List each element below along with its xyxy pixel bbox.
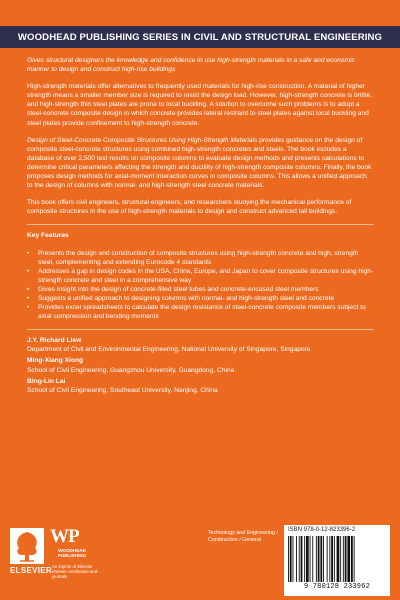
divider [27, 224, 374, 225]
series-title: WOODHEAD PUBLISHING SERIES IN CIVIL AND STRUCTURAL ENGINEERING [17, 31, 383, 43]
key-features-list [27, 249, 374, 322]
barcode-panel [284, 525, 390, 596]
subject-category: Technology and Engineering / Construction / General [208, 530, 278, 543]
wp-logo-mark: WP [50, 526, 79, 547]
author-name: J.Y. Richard Liew [27, 337, 82, 345]
barcode-number: 9 780128 233962 [303, 583, 370, 591]
author-affiliation: School of Civil Engineering, Southeast University, Nanjing, China [27, 386, 218, 394]
imprint-url: elsevier.com/books-and-journals [52, 569, 99, 580]
author-name: Ming-Xiang Xiong [27, 357, 84, 365]
key-features-title: Key Features [27, 232, 69, 240]
imprint-info [52, 564, 112, 580]
woodhead-logo-text: WOODHEAD PUBLISHING [57, 548, 87, 559]
paragraph-2 [27, 136, 374, 191]
book-title: Design of Steel-Concrete Composite Structures Using High-Strength Materials [27, 136, 258, 144]
barcode-icon [288, 536, 386, 582]
paragraph-3: This book offers civil engineers, structural engineers, and researchers studying the mechanical performance of composite structures in the use of high-strength materials to design and construct advanced tall buildings. [27, 199, 352, 216]
elsevier-wordmark: ELSEVIER [10, 566, 52, 575]
divider [27, 329, 374, 330]
elsevier-tree-icon [10, 528, 44, 564]
authors-section [27, 336, 374, 395]
isbn-label: ISBN 978-0-12-823396-2 [288, 527, 356, 533]
imprint-line: An imprint of Elsevier [52, 564, 93, 569]
back-cover-text [27, 56, 374, 397]
intro-tagline: Gives structural designers the knowledge and confidence to use high-strength materials in a safe and economic manner to design and construct high-rise buildings [27, 57, 355, 74]
author-name: Bing-Lin Lai [27, 377, 66, 385]
key-feature-item: • Suggests a unified approach to designing columns with normal- and high-strength steel and concrete [27, 294, 374, 303]
key-feature-item: • Presents the design and construction of composite structures using high-strength concrete and high, strength steel, complementing and extending Eurocode 4 standards [27, 249, 374, 267]
series-title-bar [0, 26, 400, 48]
paragraph-2-text: provides guidance on the design of composite steel-concrete structures using combined high-strength concretes and steels. The book includes a database of over 2,500 test results on composite columns to evaluate design methods and presents calculations to determine critical parameters affecting the strength and ductility of high-strength composite columns. Finally, the book proposes design methods for axial-moment interaction curves in composite columns. This allows a unified approach to the design of columns with normal- and high-strength steel concrete materials. [27, 136, 372, 190]
author-affiliation: School of Civil Engineering, Guangzhou University, Guangdong, China [27, 366, 235, 374]
publisher-logo [10, 524, 102, 598]
key-feature-item: • Addresses a gap in design codes in the USA, China, Europe, and Japan to cover composite structures using high-strength concrete and steel in a comprehensive way [27, 267, 374, 285]
paragraph-1: High-strength materials offer alternatives to frequently used materials for high-rise construction. A material of higher strength means a smaller member size is required to resist the design load. However, high-strength concrete is brittle, and high-strength thin steel plates are prone to local buckling. A solution to overcome such problems is to adopt a steel-concrete composite design in which concrete provides lateral restraint to steel plates against local buckling and steel plates provide confinement to high-strength concrete. [27, 83, 373, 127]
key-feature-item: • Provides excel spreadsheets to calculate the design resistance of steel-concrete composite members subject to axial compression and bending moments [27, 303, 374, 321]
author-affiliation: Department of Civil and Environmental Engineering, National University of Singapore, Singapore [27, 346, 311, 354]
key-feature-item: • Gives insight into the design of concrete-filled steel tubes and concrete-encased steel members [27, 285, 374, 294]
